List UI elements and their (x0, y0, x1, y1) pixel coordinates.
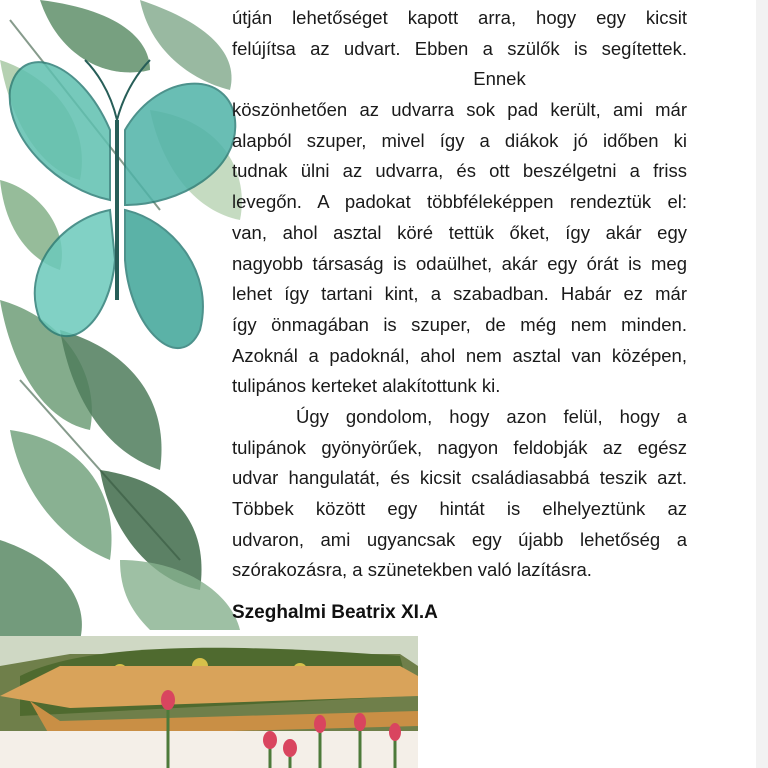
text-line: levegőn. A padokat többféleképpen rendeztük el: (232, 191, 687, 213)
text-line: van, ahol asztal köré tettük őket, így akár egy (232, 221, 687, 243)
text-line: köszönhetően az udvarra sok pad került, ami már (232, 99, 687, 121)
text-line: felújítsa az udvart. Ebben a szülők is segítettek. (232, 37, 687, 59)
text-line: Úgy gondolom, hogy azon felül, hogy a (296, 405, 687, 427)
text-line: szórakozásra, a szünetekben való lazításra. (232, 559, 592, 581)
text-line: tulipános kerteket alakítottunk ki. (232, 375, 501, 397)
author-signature: Szeghalmi Beatrix XI.A (232, 602, 438, 623)
text-line: tulipánok gyönyörűek, nagyon feldobják az egész (232, 436, 687, 458)
page-edge (756, 0, 768, 768)
text-line: így önmagában is szuper, de még nem minden. (232, 313, 687, 335)
text-line: alapból szuper, mivel így a diákok jó időben ki (232, 129, 687, 151)
text-line: Ennek (473, 68, 526, 90)
text-line: tudnak ülni az udvarra, és ott beszélgetni a friss (232, 160, 687, 182)
butterfly-icon (10, 60, 236, 348)
tulip-flowerbed-photo (0, 636, 418, 768)
text-line: Többek között egy hintát is elhelyeztünk az (232, 498, 687, 519)
text-line: útján lehetőséget kapott arra, hogy egy kicsit (232, 7, 687, 28)
text-line: udvaron, ami ugyancsak egy újabb lehetőség a (232, 528, 687, 550)
article-body (232, 0, 687, 586)
text-line: nagyobb társaság is odaülhet, akár egy órát is meg (232, 252, 687, 274)
text-line: Azoknál a padoknál, ahol nem asztal van középen, (232, 344, 687, 366)
text-line: udvar hangulatát, és kicsit családiasabbá teszik azt. (232, 467, 687, 489)
text-line: lehet így tartani kint, a szabadban. Habár ez már (232, 283, 687, 305)
butterfly-leaves-illustration (0, 0, 250, 640)
